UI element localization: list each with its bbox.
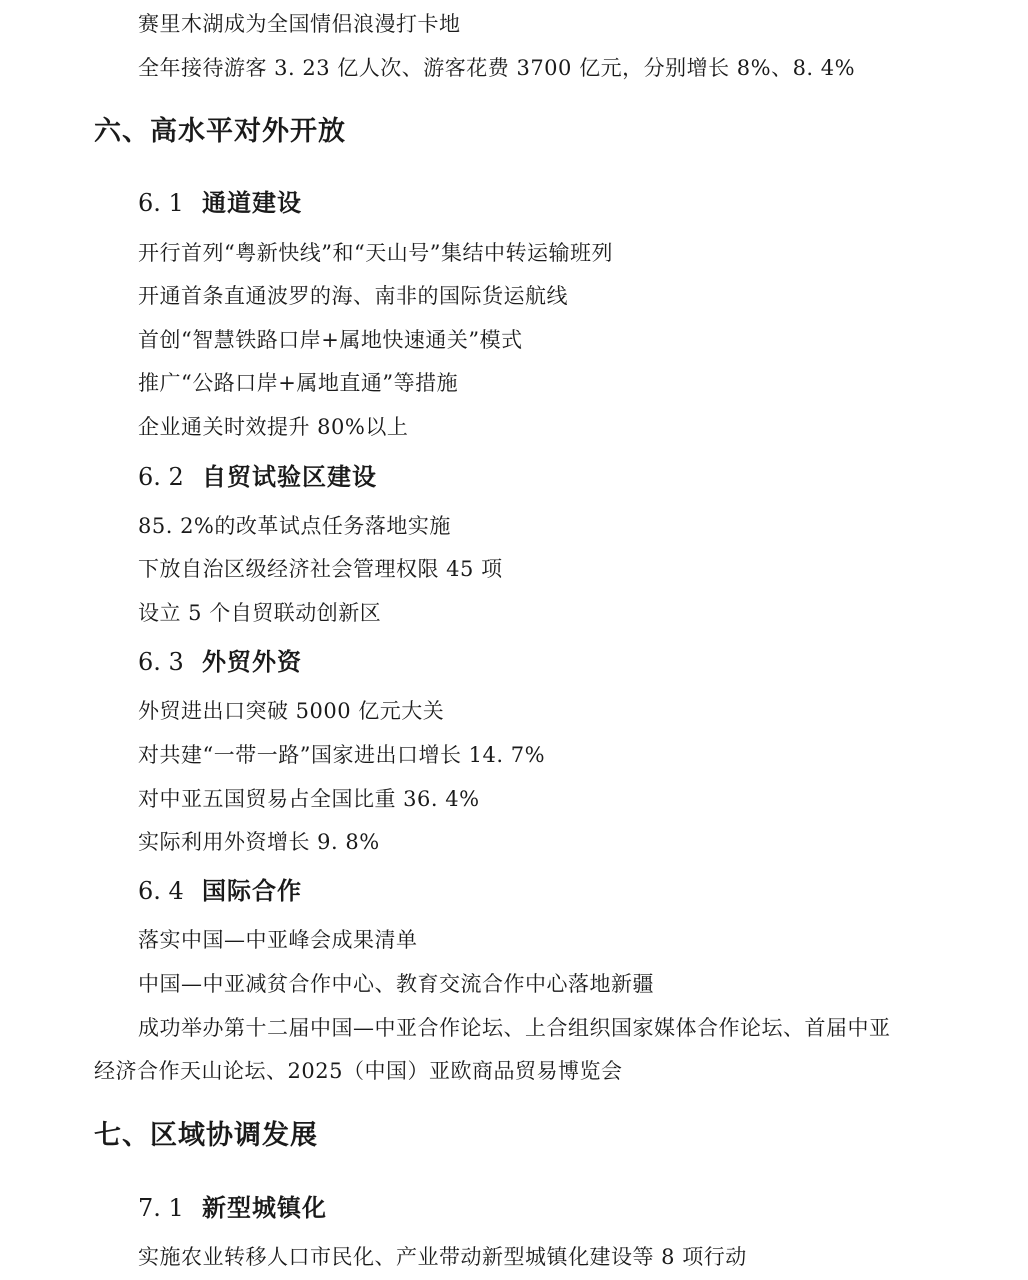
list-item: 首创“智慧铁路口岸+属地快速通关”模式: [138, 328, 523, 352]
subsection-title: 新型城镇化: [202, 1194, 327, 1222]
intro-line: 全年接待游客 3. 23 亿人次、游客花费 3700 亿元，分别增长 8%、8. 4%: [138, 56, 856, 80]
list-item: 开行首列“粤新快线”和“天山号”集结中转运输班列: [138, 241, 613, 265]
subsection-heading: [138, 188, 302, 218]
list-item: 对中亚五国贸易占全国比重 36. 4%: [138, 787, 480, 811]
subsection-number: 6. 4: [138, 877, 184, 905]
subsection-title: 外贸外资: [202, 648, 302, 676]
list-item-continuation: 经济合作天山论坛、2025（中国）亚欧商品贸易博览会: [94, 1059, 623, 1083]
subsection-number: 6. 2: [138, 463, 184, 491]
list-item: 企业通关时效提升 80%以上: [138, 415, 409, 439]
subsection-heading: [138, 876, 302, 906]
intro-line: 赛里木湖成为全国情侣浪漫打卡地: [138, 12, 461, 36]
list-item: 中国—中亚减贫合作中心、教育交流合作中心落地新疆: [138, 972, 654, 996]
subsection-title: 国际合作: [202, 877, 302, 905]
list-item: 落实中国—中亚峰会成果清单: [138, 928, 418, 952]
subsection-heading: [138, 462, 377, 492]
section-heading: 六、高水平对外开放: [94, 116, 346, 147]
subsection-number: 7. 1: [138, 1194, 184, 1222]
subsection-number: 6. 1: [138, 189, 184, 217]
list-item: 对共建“一带一路”国家进出口增长 14. 7%: [138, 743, 546, 767]
subsection-heading: [138, 1193, 327, 1223]
list-item: 成功举办第十二届中国—中亚合作论坛、上合组织国家媒体合作论坛、首届中亚: [138, 1016, 891, 1040]
list-item: 实际利用外资增长 9. 8%: [138, 830, 380, 854]
list-item: 85. 2%的改革试点任务落地实施: [138, 514, 451, 538]
list-item: 设立 5 个自贸联动创新区: [138, 601, 382, 625]
subsection-heading: [138, 647, 302, 677]
subsection-title: 通道建设: [202, 189, 302, 217]
list-item: 外贸进出口突破 5000 亿元大关: [138, 699, 445, 723]
subsection-number: 6. 3: [138, 648, 184, 676]
list-item: 推广“公路口岸+属地直通”等措施: [138, 371, 459, 395]
subsection-title: 自贸试验区建设: [202, 463, 377, 491]
list-item: 实施农业转移人口市民化、产业带动新型城镇化建设等 8 项行动: [138, 1245, 747, 1269]
list-item: 下放自治区级经济社会管理权限 45 项: [138, 557, 503, 581]
section-heading: 七、区域协调发展: [94, 1120, 318, 1151]
list-item: 开通首条直通波罗的海、南非的国际货运航线: [138, 284, 568, 308]
